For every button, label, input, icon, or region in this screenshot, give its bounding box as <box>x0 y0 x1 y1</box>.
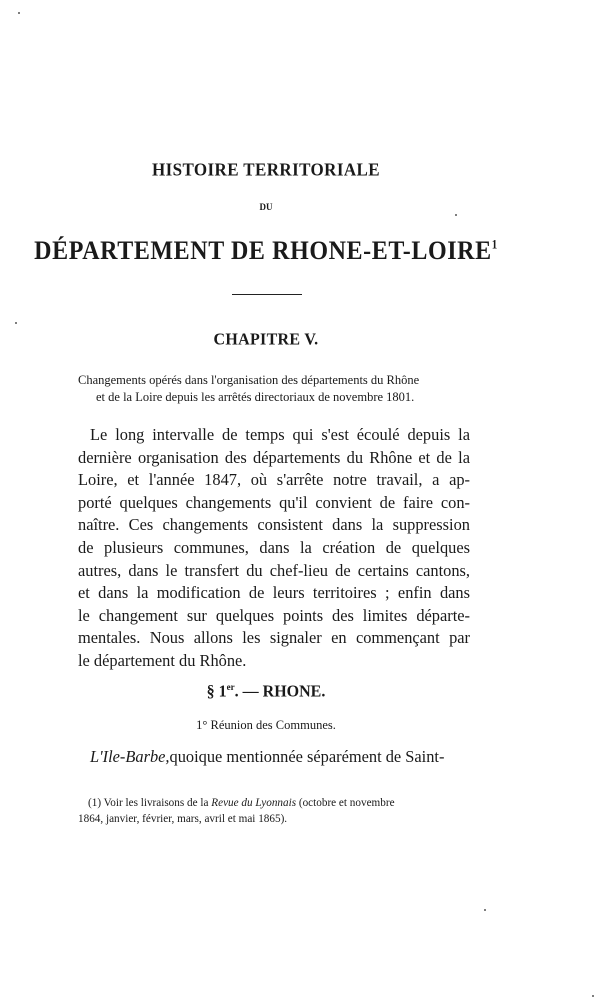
body-paragraph <box>78 424 470 673</box>
body-line: de plusieurs communes, dans la création de quelques <box>78 537 470 557</box>
section-title: . — RHONE. <box>234 682 326 701</box>
section-heading <box>0 681 532 701</box>
heading-du: DU <box>259 202 273 212</box>
summary-line: Changements opérés dans l'organisation des départements du Rhône <box>78 373 420 387</box>
footnote-marker: 1 <box>491 238 498 253</box>
footnote-text: (octobre et novembre <box>296 797 395 809</box>
paper-speck <box>15 322 17 324</box>
paper-speck <box>484 909 486 911</box>
footnote-text: (1) Voir les livraisons de la <box>88 797 212 809</box>
body-line: mentales. Nous allons les signaler en commençant par <box>78 628 470 648</box>
chapter-summary <box>78 372 470 406</box>
section-prefix: § 1 <box>206 682 227 701</box>
paragraph-start <box>78 747 470 767</box>
body-line: Loire, et l'année 1847, où s'arrête notre travail, a ap- <box>78 470 470 490</box>
footnote-line <box>78 795 470 811</box>
paper-speck <box>455 214 457 216</box>
footnote-title: Revue du Lyonnais <box>211 797 297 809</box>
title-rule <box>232 294 302 295</box>
heading-title: DÉPARTEMENT DE RHONE-ET-LOIRE <box>34 236 492 266</box>
body-line: le département du Rhône. <box>78 650 247 670</box>
paper-speck <box>18 12 20 14</box>
place-name: L'Ile-Barbe, <box>90 747 170 766</box>
body-line: Le long intervalle de temps qui s'est écoulé depuis la <box>90 425 470 444</box>
chapter-title: CHAPITRE V. <box>213 330 319 349</box>
body-line: naître. Ces changements consistent dans la suppression <box>78 515 470 535</box>
body-line: autres, dans le transfert du chef-lieu de certains cantons, <box>78 560 470 580</box>
body-line: dernière organisation des départements du Rhône et de la <box>78 447 470 467</box>
footnote <box>78 795 470 827</box>
subsection-heading: 1° Réunion des Communes. <box>196 718 336 732</box>
heading-line-2 <box>0 236 532 266</box>
body-line: et dans la modification de leurs territoires ; enfin dans <box>78 583 470 603</box>
section-sup: er <box>226 681 235 693</box>
body-line: porté quelques changements qu'il convient de faire con- <box>78 492 470 512</box>
paragraph-text: quoique mentionnée séparément de Saint- <box>169 747 445 766</box>
paper-speck <box>592 995 594 997</box>
body-line: le changement sur quelques points des limites départe- <box>78 605 470 625</box>
summary-line: et de la Loire depuis les arrêtés directoriaux de novembre 1801. <box>96 390 415 404</box>
heading-line-1: HISTOIRE TERRITORIALE <box>151 159 381 180</box>
footnote-line: 1864, janvier, février, mars, avril et mai 1865). <box>78 813 288 825</box>
